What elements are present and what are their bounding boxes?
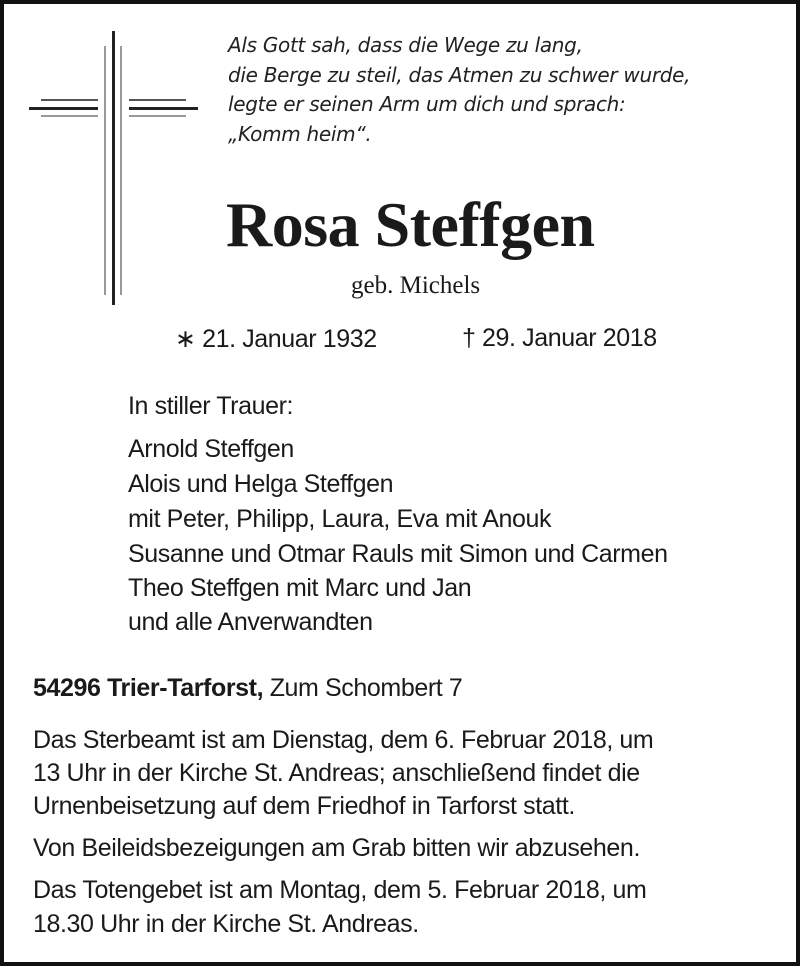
mourner-line: Arnold Steffgen	[128, 435, 294, 463]
quote-line: legte er seinen Arm um dich und sprach:	[228, 92, 626, 116]
maiden-name: geb. Michels	[351, 272, 481, 299]
mourners-heading: In stiller Trauer:	[128, 392, 294, 420]
address	[33, 674, 462, 703]
mourner-line: und alle Anverwandten	[128, 608, 373, 636]
prayer-line: 18.30 Uhr in der Kirche St. Andreas.	[33, 910, 419, 938]
mourner-line: mit Peter, Philipp, Laura, Eva mit Anouk	[128, 505, 552, 533]
condolences-note: Von Beileidsbezeigungen am Grab bitten wir abzusehen.	[33, 834, 640, 862]
mourner-line: Theo Steffgen mit Marc und Jan	[128, 574, 472, 602]
address-street: Zum Schombert 7	[269, 674, 463, 702]
birth-date: ∗ 21. Januar 1932	[175, 325, 377, 353]
address-city: 54296 Trier-Tarforst,	[33, 674, 264, 702]
quote-line: „Komm heim“.	[228, 122, 372, 146]
service-line: Das Sterbeamt ist am Dienstag, dem 6. Februar 2018, um	[33, 726, 654, 754]
deceased-name: Rosa Steffgen	[226, 189, 595, 260]
mourner-line: Susanne und Otmar Rauls mit Simon und Carmen	[128, 540, 668, 568]
mourner-line: Alois und Helga Steffgen	[128, 470, 394, 498]
prayer-line: Das Totengebet ist am Montag, dem 5. Februar 2018, um	[33, 876, 647, 904]
death-date: † 29. Januar 2018	[462, 324, 657, 352]
quote-line: Als Gott sah, dass die Wege zu lang,	[228, 33, 583, 57]
quote-line: die Berge zu steil, das Atmen zu schwer wurde,	[228, 63, 691, 87]
service-line: 13 Uhr in der Kirche St. Andreas; anschließend findet die	[33, 759, 640, 787]
service-line: Urnenbeisetzung auf dem Friedhof in Tarforst statt.	[33, 792, 575, 820]
